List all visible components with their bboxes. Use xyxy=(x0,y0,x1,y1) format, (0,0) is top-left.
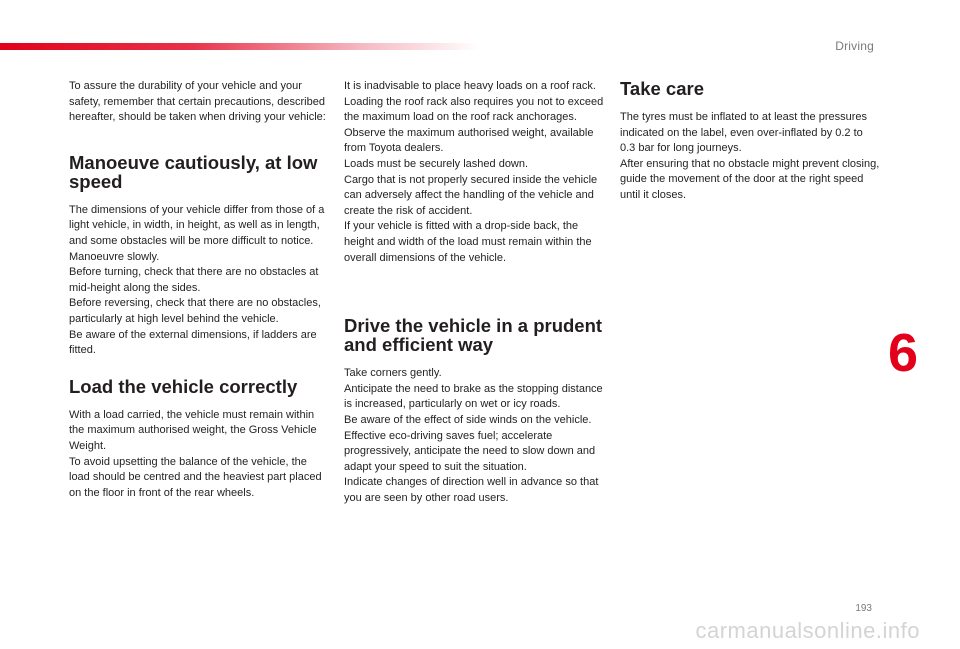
paragraph-prudent: Take corners gently. Anticipate the need to brake as the stopping distance is increased, particularly on wet or icy roads. Be aware of the effect of side winds on the vehicle. Effective eco-driving saves fuel; accelerate progressively, anticipate the need to slow down and adapt your speed to suit the situation. Indicate changes of direction well in advance so that you are seen by other road users. xyxy=(344,367,603,504)
paragraph-load: With a load carried, the vehicle must remain within the maximum authorised weight, the Gross Vehicle Weight. To avoid upsetting the balance of the vehicle, the load should be centred and the heaviest part placed on the floor in front of the rear wheels. xyxy=(69,408,322,499)
heading-manoeuvre: Manoeuve cautiously, at low speed xyxy=(69,151,318,192)
paragraph-roof-rack: It is inadvisable to place heavy loads on a roof rack. Loading the roof rack also requires you not to exceed the maximum load on the roof rack anchorages. Observe the maximum authorised weight, available from Toyota dealers. Loads must be securely lashed down. Cargo that is not properly secured inside the vehicle can adversely affect the handling of the vehicle and create the risk of accident. If your vehicle is fitted with a drop-side back, the height and width of the load must remain within the overall dimensions of the vehicle. xyxy=(344,80,604,264)
page-number: 193 xyxy=(855,603,872,614)
section-load xyxy=(69,377,329,502)
section-title: Driving xyxy=(835,39,874,53)
intro-paragraph: To assure the durability of your vehicle and your safety, remember that certain precautions, described hereafter, should be taken when driving your vehicle: xyxy=(69,80,326,124)
paragraph-take-care: The tyres must be inflated to at least the pressures indicated on the label, even over-inflated by 0.2 to 0.3 bar for long journeys. After ensuring that no obstacle might prevent closing, guide the movement of the door at the right speed until it closes. xyxy=(620,111,880,201)
section-prudent xyxy=(344,316,604,506)
section-manoeuvre xyxy=(69,153,329,359)
header-accent-bar xyxy=(0,43,480,50)
section-take-care xyxy=(620,79,880,204)
heading-take-care: Take care xyxy=(620,78,704,99)
heading-load: Load the vehicle correctly xyxy=(69,375,298,397)
paragraph-manoeuvre: The dimensions of your vehicle differ from those of a light vehicle, in width, in height, as well as in length, and some obstacles will be more difficult to notice. Manoeuvre slowly. Before turning, check that there are no obstacles at mid-height along the sides. Before reversing, check that there are no obstacles, particularly at high level behind the vehicle. Be aware of the external dimensions, if ladders are fitted. xyxy=(69,203,325,357)
column-left xyxy=(69,79,329,501)
chapter-number: 6 xyxy=(888,323,919,383)
watermark: carmanualsonline.info xyxy=(695,618,920,643)
column-right xyxy=(620,79,880,204)
column-middle xyxy=(344,79,604,506)
heading-prudent: Drive the vehicle in a prudent and efficient way xyxy=(344,315,603,356)
